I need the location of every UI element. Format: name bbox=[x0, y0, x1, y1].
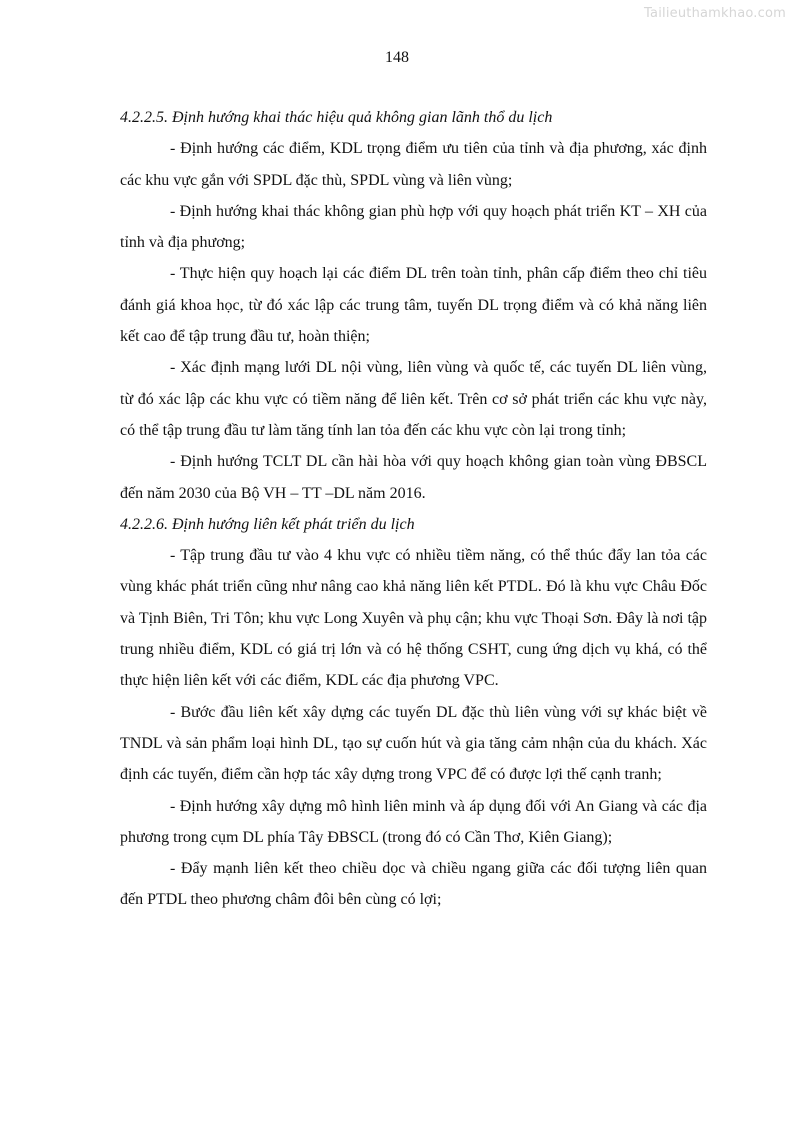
section-heading-4-2-2-6: 4.2.2.6. Định hướng liên kết phát triển du lịch bbox=[120, 515, 415, 533]
paragraph: - Tập trung đầu tư vào 4 khu vực có nhiều tiềm năng, có thể thúc đẩy lan tỏa các vùng khác phát triển cũng như nâng cao khả năng liên kết PTDL. Đó là khu vực Châu Đốc và Tịnh Biên, Tri Tôn; khu vực Long Xuyên và phụ cận; khu vực Thoại Sơn. Đây là nơi tập trung nhiều điểm, KDL có giá trị lớn và có hệ thống CSHT, cung ứng dịch vụ khá, có thể thực hiện liên kết với các điểm, KDL các địa phương VPC. bbox=[120, 547, 707, 690]
document-body bbox=[120, 102, 707, 916]
section-heading-4-2-2-5: 4.2.2.5. Định hướng khai thác hiệu quả không gian lãnh thổ du lịch bbox=[120, 109, 553, 126]
paragraph: - Định hướng TCLT DL cần hài hòa với quy hoạch không gian toàn vùng ĐBSCL đến năm 2030 của Bộ VH – TT –DL năm 2016. bbox=[120, 453, 707, 502]
watermark: Tailieuthamkhao.com bbox=[644, 6, 786, 21]
paragraph: - Thực hiện quy hoạch lại các điểm DL trên toàn tỉnh, phân cấp điểm theo chỉ tiêu đánh giá khoa học, từ đó xác lập các trung tâm, tuyến DL trọng điểm và có khả năng liên kết cao để tập trung đầu tư, hoàn thiện; bbox=[120, 265, 707, 346]
paragraph: - Định hướng khai thác không gian phù hợp với quy hoạch phát triển KT – XH của tỉnh và địa phương; bbox=[120, 202, 707, 252]
paragraph: - Đẩy mạnh liên kết theo chiều dọc và chiều ngang giữa các đối tượng liên quan đến PTDL theo phương châm đôi bên cùng có lợi; bbox=[120, 860, 707, 909]
paragraph: - Bước đầu liên kết xây dựng các tuyến DL đặc thù liên vùng với sự khác biệt về TNDL và sản phẩm loại hình DL, tạo sự cuốn hút và gia tăng cảm nhận của du khách. Xác định các tuyến, điểm cần hợp tác xây dựng trong VPC để có được lợi thế cạnh tranh; bbox=[120, 703, 707, 784]
paragraph: - Định hướng các điểm, KDL trọng điểm ưu tiên của tỉnh và địa phương, xác định các khu vực gắn với SPDL đặc thù, SPDL vùng và liên vùng; bbox=[120, 140, 707, 189]
page-number: 148 bbox=[385, 49, 409, 66]
paragraph: - Định hướng xây dựng mô hình liên minh và áp dụng đối với An Giang và các địa phương trong cụm DL phía Tây ĐBSCL (trong đó có Cần Thơ, Kiên Giang); bbox=[120, 797, 707, 846]
paragraph: - Xác định mạng lưới DL nội vùng, liên vùng và quốc tế, các tuyến DL liên vùng, từ đó xác lập các khu vực có tiềm năng để liên kết. Trên cơ sở phát triển các khu vực này, có thể tập trung đầu tư làm tăng tính lan tỏa đến các khu vực còn lại trong tỉnh; bbox=[120, 359, 707, 439]
